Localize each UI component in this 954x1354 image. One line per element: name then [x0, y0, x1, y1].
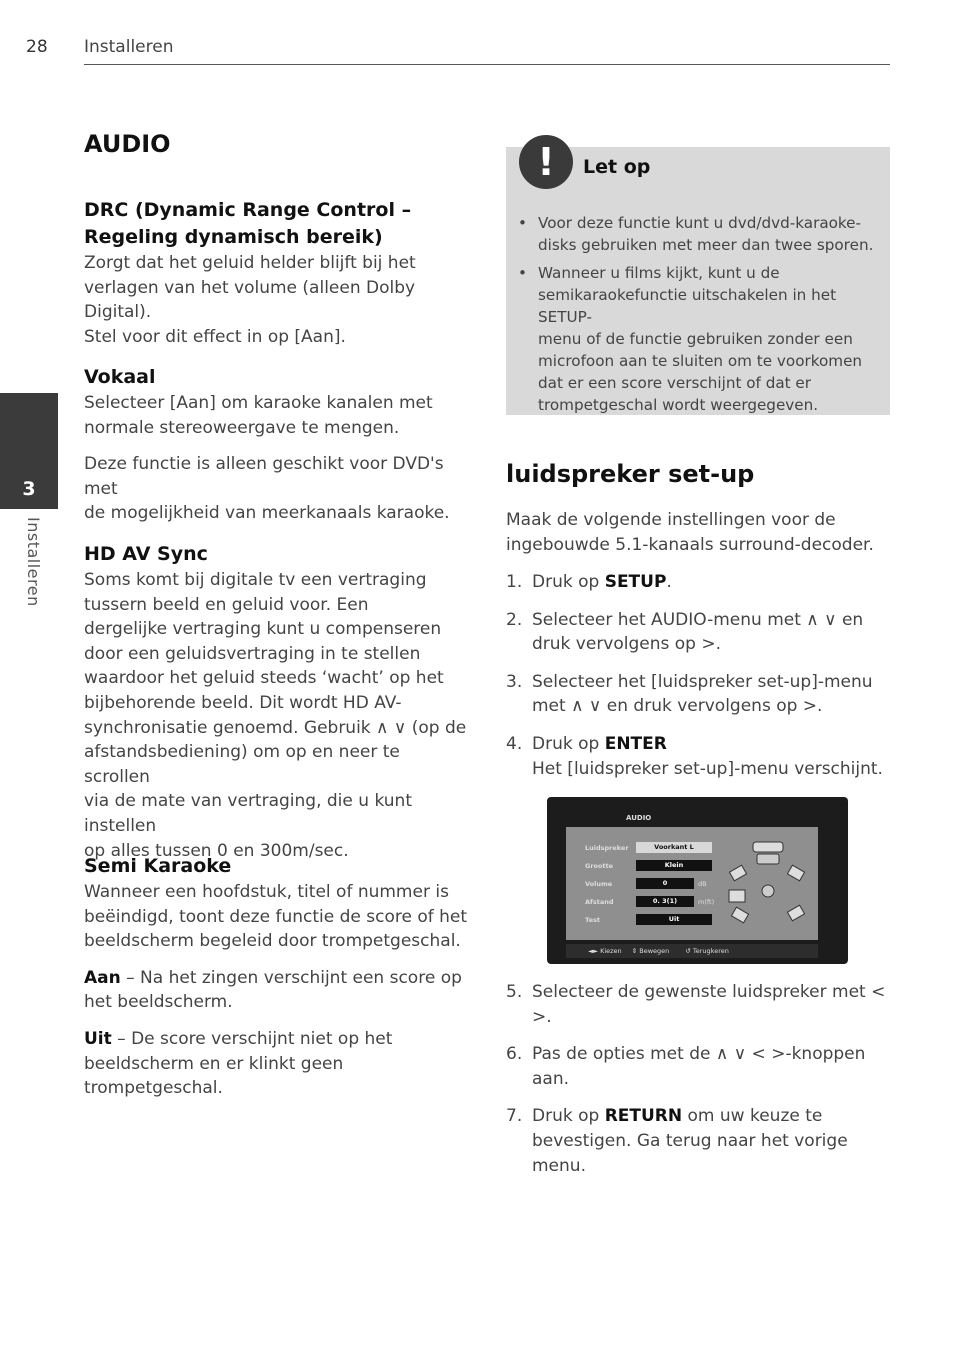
- step-text: Het [luidspreker set-up]-menu verschijnt.: [532, 758, 883, 779]
- note-line: menu of de functie gebruiken zonder een: [538, 330, 853, 348]
- karaoke-section: [84, 853, 470, 1101]
- note-line: microfoon aan te sluiten om te voorkomen: [538, 352, 863, 370]
- step-1: [506, 570, 890, 595]
- note-line: semikaraokefunctie uitschakelen in het SETUP-: [538, 286, 837, 326]
- screen-row-value: Uit: [636, 914, 712, 925]
- step-number: 6.: [506, 1044, 523, 1065]
- key-setup: SETUP: [604, 572, 667, 592]
- note-line: disks gebruiken met meer dan twee sporen.: [538, 236, 874, 254]
- screen-row-value: Klein: [636, 860, 712, 871]
- screen-row-unit: dB: [698, 880, 707, 888]
- exclamation-icon: !: [519, 135, 573, 189]
- hdav-line: Soms komt bij digitale tv een vertraging: [84, 570, 427, 590]
- karaoke-aan-line1: [84, 966, 470, 991]
- subwoofer-icon: [729, 890, 745, 902]
- step-number: 4.: [506, 733, 523, 754]
- hdav-line: bijbehorende beeld. Dit wordt HD AV-: [84, 692, 402, 713]
- step-number: 3.: [506, 671, 523, 692]
- note-line: Voor deze functie kunt u dvd/dvd-karaoke-: [538, 214, 861, 232]
- hdav-line: waardoor het geluid steeds ‘wacht’ op het: [84, 668, 444, 689]
- step-number: 5.: [506, 982, 523, 1002]
- hdav-line: tussern beeld en geluid voor. Een: [84, 594, 369, 615]
- footer-choose: ◄► Kiezen: [588, 947, 622, 955]
- step-text: Pas de opties met de ∧ ∨ < >-knoppen: [532, 1044, 866, 1065]
- screen-row-unit: m(ft): [698, 898, 715, 906]
- chapter-number: 3: [22, 478, 36, 500]
- vokaal-heading: Vokaal: [84, 366, 156, 388]
- step-text: Druk op: [532, 733, 605, 754]
- step-text: Selecteer de gewenste luidspreker met < >.: [532, 982, 886, 1027]
- screen-title: AUDIO: [626, 814, 652, 822]
- step-7: [506, 1104, 890, 1178]
- steps-list-bottom: [506, 980, 890, 1178]
- page-number: 28: [26, 37, 48, 57]
- screen-row-label: Luidspreker: [585, 844, 629, 852]
- intro-line: Maak de volgende instellingen voor de: [506, 510, 836, 530]
- listener-icon: [762, 885, 774, 897]
- note-line: trompetgeschal wordt weergegeven.: [538, 396, 819, 414]
- screen-row-label: Volume: [585, 880, 613, 888]
- audio-section: [84, 130, 470, 158]
- rear-right-speaker-icon: [787, 905, 804, 921]
- key-return: RETURN: [604, 1106, 683, 1127]
- step-number: 2.: [506, 609, 523, 630]
- step-text: Selecteer het AUDIO-menu met ∧ ∨ en: [532, 609, 864, 630]
- step-number: 7.: [506, 1106, 523, 1127]
- audio-title: AUDIO: [84, 130, 171, 158]
- step-text: Druk op: [532, 572, 605, 592]
- screen-footer: [566, 944, 818, 958]
- hdav-heading: HD AV Sync: [84, 543, 208, 565]
- step-text: bevestigen. Ga terug naar het vorige menu.: [532, 1130, 848, 1176]
- running-header: Installeren: [84, 37, 174, 57]
- speaker-title: luidspreker set-up: [506, 460, 755, 488]
- tv-icon: [757, 854, 779, 864]
- uit-text: – De score verschijnt niet op het: [111, 1028, 393, 1049]
- karaoke-aan-line2: het beeldscherm.: [84, 992, 233, 1013]
- step-3: [506, 670, 890, 719]
- hdav-section: [84, 541, 470, 863]
- hdav-line: via de mate van vertraging, die u kunt instellen: [84, 791, 412, 836]
- step-6: [506, 1042, 890, 1091]
- note-title: Let op: [583, 156, 651, 178]
- karaoke-p1-line3: beeldscherm begeleid door trompetgeschal.: [84, 931, 461, 952]
- step-4: [506, 732, 890, 781]
- speaker-intro: [506, 508, 890, 557]
- step-number: 1.: [506, 572, 523, 592]
- steps-list-top: [506, 570, 890, 781]
- step-text: aan.: [532, 1068, 570, 1089]
- return-icon: ↺: [685, 947, 691, 955]
- footer-back: Terugkeren: [692, 947, 729, 955]
- uit-key: Uit: [84, 1028, 112, 1049]
- hdav-line: op alles tussen 0 en 300m/sec.: [84, 840, 349, 861]
- drc-body-line1: Zorgt dat het geluid helder blijft bij het: [84, 253, 416, 273]
- note-line: Wanneer u films kijkt, kunt u de: [538, 264, 780, 282]
- front-left-speaker-icon: [729, 865, 746, 881]
- key-enter: ENTER: [604, 733, 667, 754]
- speaker-layout-icon: [725, 838, 815, 928]
- karaoke-uit-line2: beeldscherm en er klinkt geen trompetgeschal.: [84, 1053, 344, 1099]
- step-text: .: [666, 572, 672, 592]
- list-item: [516, 212, 880, 256]
- screen-row-label: Afstand: [585, 898, 614, 906]
- vokaal-p2-line1: Deze functie is alleen geschikt voor DVD's met: [84, 454, 444, 499]
- front-right-speaker-icon: [787, 865, 804, 881]
- step-5: [506, 980, 890, 1029]
- note-line: dat er een score verschijnt of dat er: [538, 374, 812, 392]
- screen-row-label: Grootte: [585, 862, 614, 870]
- drc-body-line2: verlagen van het volume (alleen Dolby Digital).: [84, 277, 416, 323]
- step-text: druk vervolgens op >.: [532, 634, 722, 655]
- aan-text: – Na het zingen verschijnt een score op: [120, 967, 462, 988]
- vokaal-p1-line2: normale stereoweergave te mengen.: [84, 417, 400, 438]
- step-text: om uw keuze te: [682, 1106, 823, 1127]
- intro-line: ingebouwde 5.1-kanaals surround-decoder.: [506, 534, 874, 555]
- step-text: Druk op: [532, 1106, 605, 1127]
- rear-left-speaker-icon: [731, 907, 748, 923]
- screen-row-value: 0. 3(1): [636, 896, 694, 907]
- step-text: met ∧ ∨ en druk vervolgens op >.: [532, 696, 823, 717]
- vokaal-p2-line2: de mogelijkheid van meerkanaals karaoke.: [84, 503, 450, 524]
- drc-section: [84, 197, 470, 349]
- chapter-label: Installeren: [24, 517, 43, 607]
- aan-key: Aan: [84, 967, 121, 988]
- hdav-line: dergelijke vertraging kunt u compenseren: [84, 619, 442, 640]
- vokaal-section: [84, 364, 470, 526]
- drc-body-line3: Stel voor dit effect in op [Aan].: [84, 326, 346, 347]
- karaoke-heading: Semi Karaoke: [84, 855, 232, 877]
- karaoke-uit-line1: [84, 1027, 470, 1052]
- step-2: [506, 608, 890, 657]
- center-speaker-icon: [753, 842, 783, 852]
- screen-row-value: 0: [636, 878, 694, 889]
- hdav-line: door een geluidsvertraging in te stellen: [84, 643, 421, 664]
- note-list: [516, 212, 880, 422]
- screen-row-value: Voorkant L: [636, 842, 712, 853]
- karaoke-p1-line1: Wanneer een hoofdstuk, titel of nummer is: [84, 882, 449, 902]
- screen-row-label: Test: [585, 916, 600, 924]
- hdav-line: afstandsbediening) om op en neer te scrollen: [84, 742, 400, 787]
- drc-heading-line1: DRC (Dynamic Range Control –: [84, 199, 412, 221]
- step-text: Selecteer het [luidspreker set-up]-menu: [532, 671, 873, 692]
- footer-move: ⇕ Bewegen: [631, 947, 670, 955]
- vokaal-p1-line1: Selecteer [Aan] om karaoke kanalen met: [84, 393, 433, 413]
- header-rule: [84, 64, 890, 65]
- hdav-line: synchronisatie genoemd. Gebruik ∧ ∨ (op de: [84, 717, 467, 738]
- list-item: [516, 262, 880, 416]
- karaoke-p1-line2: beëindigd, toont deze functie de score of het: [84, 906, 468, 927]
- drc-heading-line2: Regeling dynamisch bereik): [84, 226, 383, 248]
